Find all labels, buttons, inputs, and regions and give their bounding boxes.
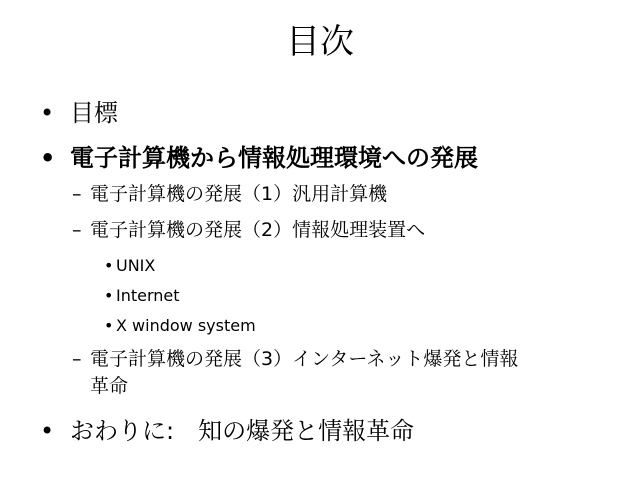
outline-subitem-label-line1: 電子計算機の発展（3）インターネット爆発と情報 [90, 348, 519, 370]
outline-subitem-label: 電子計算機の発展（1）汎用計算機 [90, 183, 388, 205]
bullet-marker: • [104, 316, 114, 335]
outline-item-label: 電子計算機から情報処理環境への発展 [70, 144, 478, 172]
outline-subsubitem-label: Internet [116, 286, 180, 305]
outline-subitem-label-line2: 革命 [90, 375, 129, 397]
bullet-marker: • [40, 99, 55, 127]
slide-title: 目次 [286, 22, 354, 62]
outline-subsubitem-label: UNIX [116, 256, 156, 275]
bullet-marker: • [40, 144, 56, 172]
bullet-marker: • [104, 256, 114, 275]
outline-item-label: 目標 [70, 99, 118, 127]
dash-marker: – [72, 348, 82, 370]
bullet-marker: • [40, 417, 55, 445]
outline-subsubitem-label: X window system [116, 316, 256, 335]
outline-subitem-label: 電子計算機の発展（2）情報処理装置へ [90, 219, 426, 241]
outline-item-label: おわりに: 知の爆発と情報革命 [70, 417, 415, 445]
dash-marker: – [72, 219, 82, 241]
bullet-marker: • [104, 286, 114, 305]
dash-marker: – [72, 183, 82, 205]
